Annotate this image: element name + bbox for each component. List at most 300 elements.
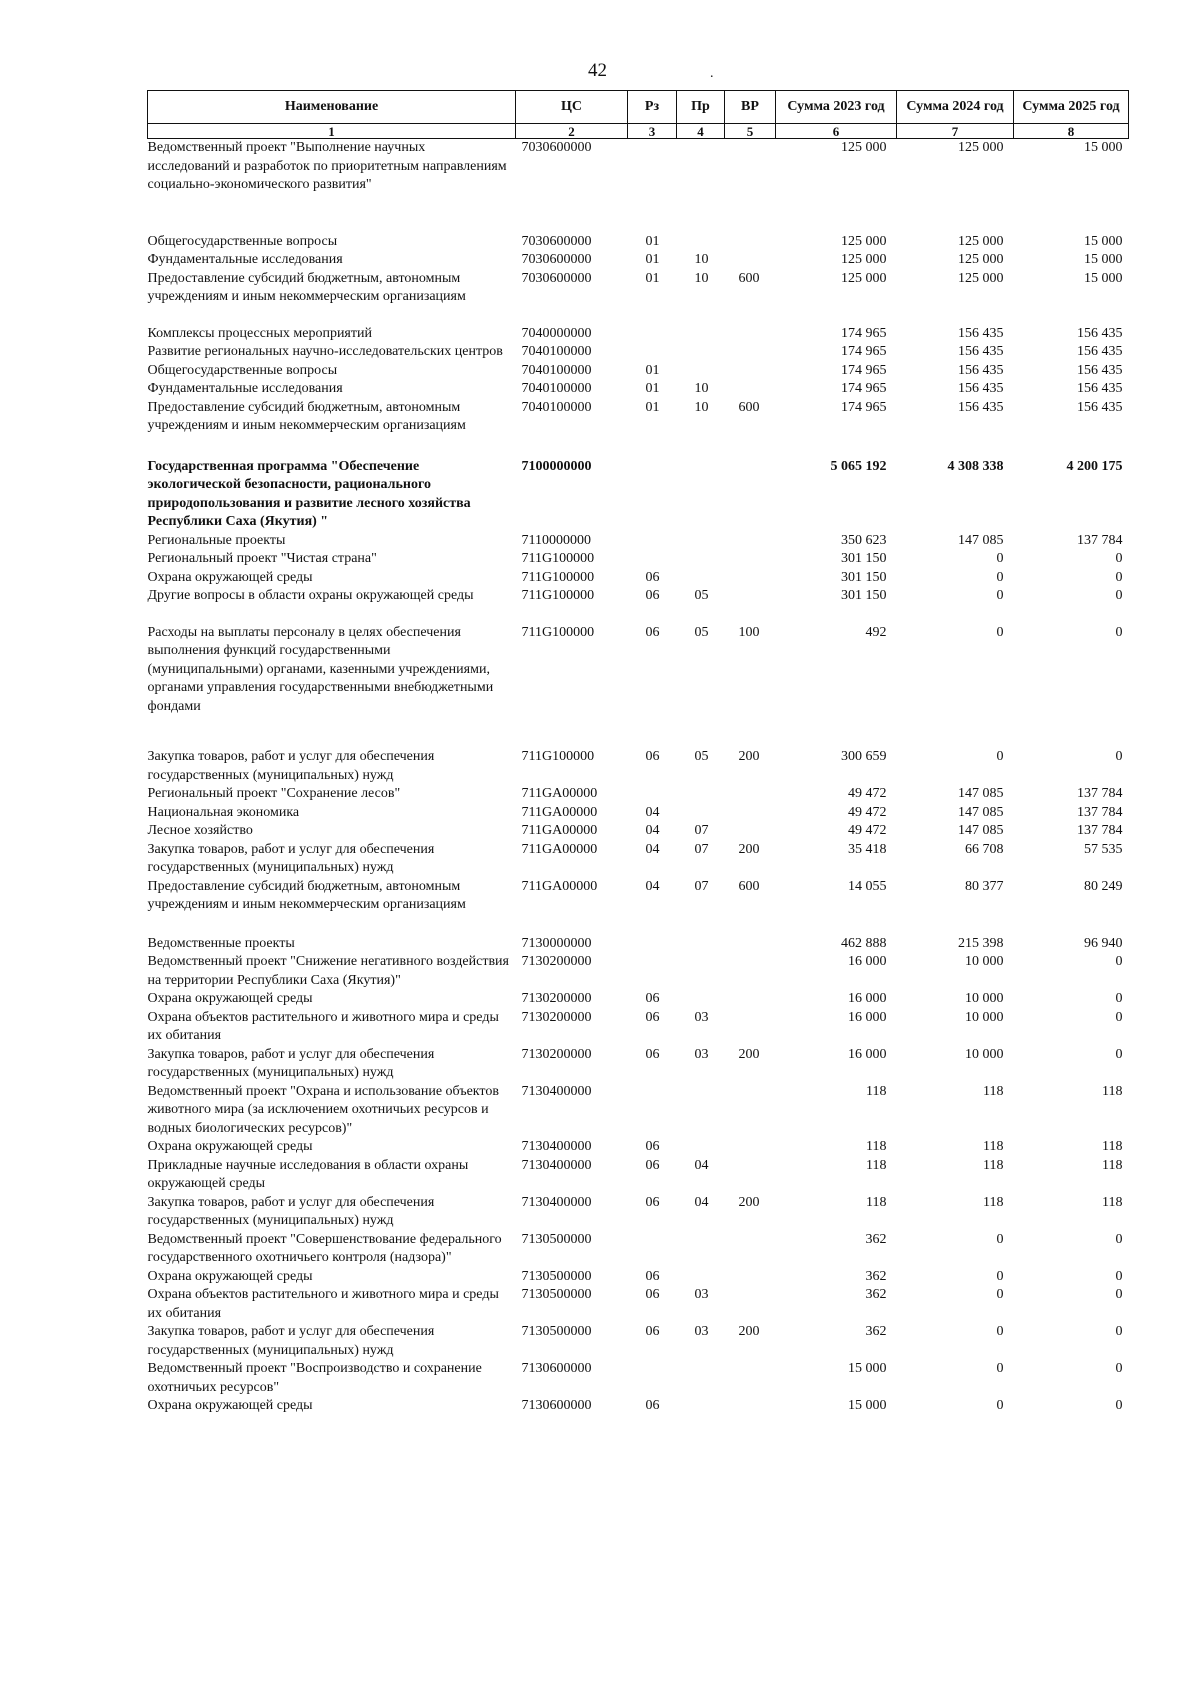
row-vr — [725, 785, 776, 804]
table-row — [148, 569, 1129, 588]
row-cs: 7130500000 — [521, 1268, 592, 1284]
row-sum-2025: 137 784 — [1077, 823, 1123, 838]
row-cs: 7030600000 — [521, 233, 592, 249]
row-cs: 7040100000 — [521, 344, 592, 359]
row-sum-2025: 80 249 — [1084, 878, 1123, 894]
row-cs: 7030600000 — [521, 252, 592, 267]
row-rz: 06 — [645, 1046, 660, 1062]
row-sum-2023: 16 000 — [848, 1009, 887, 1025]
row-sum-2025: 156 435 — [1077, 325, 1123, 341]
row-sum-2025: 0 — [1115, 1324, 1123, 1339]
row-rz — [628, 935, 677, 954]
row-sum-2025: 0 — [1115, 954, 1123, 969]
row-rz: 01 — [645, 252, 660, 267]
row-sum-2025: 15 000 — [1084, 233, 1123, 249]
table-row — [148, 822, 1129, 841]
row-cs: 7130500000 — [521, 1287, 592, 1302]
row-vr: 600 — [738, 270, 760, 286]
table-row — [148, 233, 1129, 252]
row-pr — [677, 1231, 725, 1268]
table-row — [148, 1360, 1129, 1397]
header-pr: Пр — [677, 91, 725, 124]
table-row — [148, 1397, 1129, 1416]
row-vr — [725, 380, 776, 399]
row-sum-2024: 0 — [996, 1268, 1004, 1284]
row-sum-2024: 0 — [996, 1287, 1004, 1302]
row-rz: 06 — [645, 1157, 660, 1173]
row-sum-2023: 462 888 — [841, 935, 887, 951]
header-num-1: 1 — [148, 124, 516, 139]
row-name: Охрана объектов растительного и животного мира и среды их обитания — [147, 1287, 499, 1321]
table-row — [148, 458, 1129, 532]
row-name: Национальная экономика — [147, 804, 300, 820]
row-sum-2023: 49 472 — [848, 786, 887, 801]
row-sum-2025: 118 — [1102, 1157, 1123, 1173]
row-name: Региональные проекты — [147, 532, 286, 548]
row-sum-2025: 156 435 — [1077, 362, 1123, 378]
row-pr — [677, 785, 725, 804]
row-sum-2025: 15 000 — [1084, 140, 1123, 155]
row-vr — [725, 1268, 776, 1287]
table-row — [148, 1323, 1129, 1360]
table-row — [148, 1268, 1129, 1287]
row-pr: 10 — [694, 381, 709, 396]
row-name: Лесное хозяйство — [147, 823, 253, 838]
row-pr — [677, 550, 725, 569]
row-sum-2024: 147 085 — [958, 823, 1004, 838]
row-sum-2024: 0 — [996, 624, 1004, 640]
row-name: Фундаментальные исследования — [147, 381, 343, 396]
row-cs: 7040000000 — [521, 325, 592, 341]
row-cs: 711G100000 — [521, 624, 595, 640]
row-cs: 7110000000 — [521, 532, 591, 548]
table-row — [148, 953, 1129, 990]
row-rz: 01 — [645, 399, 660, 415]
table-row — [148, 1009, 1129, 1046]
row-sum-2025: 96 940 — [1084, 935, 1123, 951]
row-pr — [677, 990, 725, 1009]
row-sum-2025: 118 — [1102, 1194, 1123, 1210]
row-sum-2023: 301 150 — [841, 569, 887, 585]
row-sum-2025: 0 — [1115, 569, 1123, 585]
row-cs: 7100000000 — [521, 458, 592, 474]
row-rz: 01 — [645, 362, 660, 378]
row-vr — [725, 343, 776, 362]
row-pr: 10 — [694, 399, 709, 415]
row-pr: 04 — [694, 1194, 709, 1210]
table-row — [148, 748, 1129, 785]
row-sum-2023: 118 — [866, 1083, 887, 1099]
row-sum-2023: 49 472 — [848, 804, 887, 820]
row-vr — [725, 458, 776, 532]
table-row — [148, 1046, 1129, 1083]
row-pr — [677, 935, 725, 954]
page-mark: . — [710, 66, 714, 81]
row-sum-2023: 174 965 — [841, 399, 887, 415]
row-name: Региональный проект "Сохранение лесов" — [147, 786, 401, 801]
row-sum-2025: 156 435 — [1077, 399, 1123, 415]
row-pr — [677, 953, 725, 990]
row-name: Общегосударственные вопросы — [147, 233, 338, 249]
row-cs: 7130000000 — [521, 935, 592, 951]
row-vr — [725, 587, 776, 624]
row-rz: 01 — [645, 381, 660, 396]
row-rz — [628, 458, 677, 532]
table-row — [148, 251, 1129, 270]
row-vr — [725, 1286, 776, 1323]
row-pr: 07 — [694, 878, 709, 894]
row-sum-2023: 174 965 — [841, 344, 887, 359]
table-row — [148, 935, 1129, 954]
header-cs: ЦС — [516, 91, 628, 124]
row-vr — [725, 804, 776, 823]
row-cs: 7130600000 — [521, 1361, 592, 1376]
table-header — [148, 91, 1129, 139]
header-vr: ВР — [725, 91, 776, 124]
row-sum-2023: 125 000 — [841, 270, 887, 286]
header-num-3: 3 — [628, 124, 677, 139]
header-num-6: 6 — [776, 124, 897, 139]
row-vr — [725, 1157, 776, 1194]
row-vr: 200 — [738, 1194, 760, 1210]
row-sum-2023: 125 000 — [841, 140, 887, 155]
row-sum-2024: 118 — [983, 1139, 1004, 1154]
row-vr — [725, 953, 776, 990]
row-pr: 10 — [694, 252, 709, 267]
row-vr — [725, 935, 776, 954]
row-name: Фундаментальные исследования — [147, 252, 343, 267]
row-pr — [677, 1138, 725, 1157]
row-sum-2023: 125 000 — [841, 233, 887, 249]
row-cs: 711G100000 — [521, 749, 595, 764]
row-rz — [628, 343, 677, 362]
row-rz: 06 — [645, 1287, 660, 1302]
row-sum-2024: 147 085 — [958, 532, 1004, 548]
row-name: Закупка товаров, работ и услуг для обеспечения государственных (муниципальных) нужд — [147, 749, 435, 783]
row-sum-2025: 0 — [1115, 1046, 1123, 1062]
row-vr — [725, 822, 776, 841]
row-vr — [725, 1083, 776, 1139]
row-sum-2025: 0 — [1115, 991, 1123, 1006]
table-row — [148, 1083, 1129, 1139]
row-name: Охрана объектов растительного и животного мира и среды их обитания — [147, 1009, 499, 1043]
row-cs: 711GA00000 — [521, 878, 598, 894]
row-sum-2024: 125 000 — [958, 270, 1004, 286]
table-row — [148, 343, 1129, 362]
row-pr — [677, 458, 725, 532]
row-cs: 711G100000 — [521, 588, 595, 603]
table-row — [148, 841, 1129, 878]
row-name: Предоставление субсидий бюджетным, автономным учреждениям и иным некоммерческим организациям — [147, 399, 466, 433]
row-rz: 01 — [645, 233, 660, 249]
row-sum-2023: 301 150 — [841, 588, 887, 603]
row-sum-2024: 10 000 — [965, 1046, 1004, 1062]
table-row — [148, 325, 1129, 344]
row-sum-2025: 137 784 — [1077, 804, 1123, 820]
row-sum-2024: 4 308 338 — [947, 458, 1004, 474]
row-rz: 06 — [645, 1009, 660, 1025]
row-vr — [725, 362, 776, 381]
table-row — [148, 380, 1129, 399]
row-name: Закупка товаров, работ и услуг для обеспечения государственных (муниципальных) нужд — [147, 1194, 435, 1228]
row-cs: 7130400000 — [521, 1157, 592, 1173]
row-name: Ведомственные проекты — [147, 935, 295, 951]
row-vr — [725, 233, 776, 252]
row-sum-2024: 10 000 — [965, 991, 1004, 1006]
table-row — [148, 270, 1129, 325]
row-cs: 7130200000 — [521, 954, 592, 969]
row-sum-2024: 10 000 — [965, 1009, 1004, 1025]
row-pr: 04 — [694, 1157, 709, 1173]
row-vr: 600 — [738, 399, 760, 415]
row-pr: 05 — [694, 624, 709, 640]
row-name: Охрана окружающей среды — [147, 1398, 313, 1413]
row-pr — [677, 804, 725, 823]
row-name: Ведомственный проект "Снижение негативного воздействия на территории Республики Саха (Якутия)" — [147, 954, 509, 988]
row-cs: 711GA00000 — [521, 804, 598, 820]
row-sum-2024: 125 000 — [958, 140, 1004, 155]
row-sum-2024: 0 — [996, 588, 1004, 603]
row-sum-2025: 0 — [1115, 749, 1123, 764]
row-sum-2023: 14 055 — [848, 878, 887, 894]
row-rz: 01 — [645, 270, 660, 286]
table-row — [148, 785, 1129, 804]
row-name: Региональный проект "Чистая страна" — [147, 551, 377, 566]
table-row — [148, 1231, 1129, 1268]
header-name: Наименование — [148, 91, 516, 124]
header-num-4: 4 — [677, 124, 725, 139]
row-cs: 7130200000 — [521, 991, 592, 1006]
row-cs: 7130400000 — [521, 1139, 592, 1154]
row-sum-2024: 0 — [996, 1231, 1004, 1247]
table-row — [148, 1157, 1129, 1194]
row-rz: 04 — [645, 841, 660, 857]
budget-table — [147, 90, 1129, 1416]
row-pr: 03 — [694, 1009, 709, 1025]
row-name: Ведомственный проект "Воспроизводство и сохранение охотничьих ресурсов" — [147, 1361, 482, 1395]
row-sum-2025: 156 435 — [1077, 344, 1123, 359]
table-row — [148, 532, 1129, 551]
row-vr: 200 — [738, 1046, 760, 1062]
table-row — [148, 1286, 1129, 1323]
table-row — [148, 362, 1129, 381]
row-sum-2024: 125 000 — [958, 233, 1004, 249]
row-name: Общегосударственные вопросы — [147, 362, 338, 378]
row-sum-2024: 118 — [983, 1157, 1004, 1173]
row-vr — [725, 990, 776, 1009]
row-sum-2023: 350 623 — [841, 532, 887, 548]
row-pr — [677, 343, 725, 362]
row-rz: 06 — [645, 1268, 660, 1284]
row-rz: 04 — [645, 823, 660, 838]
row-sum-2023: 15 000 — [848, 1398, 887, 1413]
row-cs: 7130200000 — [521, 1046, 592, 1062]
row-sum-2024: 0 — [996, 1361, 1004, 1376]
row-sum-2025: 0 — [1115, 1398, 1123, 1413]
row-sum-2024: 0 — [996, 1324, 1004, 1339]
row-name: Предоставление субсидий бюджетным, автономным учреждениям и иным некоммерческим организациям — [147, 270, 466, 304]
row-sum-2023: 35 418 — [848, 841, 887, 857]
row-sum-2025: 0 — [1115, 1268, 1123, 1284]
row-pr: 03 — [694, 1046, 709, 1062]
row-rz: 06 — [645, 1324, 660, 1339]
header-sum-2025: Сумма 2025 год — [1014, 91, 1129, 124]
table-row — [148, 804, 1129, 823]
row-vr — [725, 1231, 776, 1268]
row-sum-2023: 492 — [865, 624, 887, 640]
row-sum-2023: 49 472 — [848, 823, 887, 838]
row-vr — [725, 1360, 776, 1397]
row-name: Расходы на выплаты персоналу в целях обеспечения выполнения функций государственными (муниципальными) органами, казенными учреждениями, органами управления государственными внебюджетными фондами — [147, 624, 494, 714]
row-pr — [677, 325, 725, 344]
row-pr: 05 — [694, 749, 709, 764]
row-vr — [725, 325, 776, 344]
row-name: Ведомственный проект "Выполнение научных исследований и разработок по приоритетным направлениям социально-экономического развития" — [147, 140, 507, 192]
row-rz — [628, 1360, 677, 1397]
row-cs: 7030600000 — [521, 270, 592, 286]
row-vr — [725, 251, 776, 270]
row-pr — [677, 139, 725, 233]
table-row — [148, 550, 1129, 569]
row-rz — [628, 550, 677, 569]
row-sum-2024: 125 000 — [958, 252, 1004, 267]
row-sum-2024: 215 398 — [958, 935, 1004, 951]
row-vr — [725, 569, 776, 588]
table-row — [148, 990, 1129, 1009]
row-cs: 7040100000 — [521, 399, 592, 415]
row-rz — [628, 953, 677, 990]
row-rz: 06 — [645, 1398, 660, 1413]
row-sum-2023: 118 — [866, 1157, 887, 1173]
row-sum-2025: 118 — [1102, 1139, 1123, 1154]
row-name: Охрана окружающей среды — [147, 1139, 313, 1154]
row-name: Развитие региональных научно-исследовательских центров — [147, 344, 503, 359]
row-sum-2025: 118 — [1102, 1083, 1123, 1099]
row-sum-2024: 80 377 — [965, 878, 1004, 894]
row-rz: 06 — [645, 1139, 660, 1154]
row-pr: 03 — [694, 1324, 709, 1339]
row-cs: 711G100000 — [521, 569, 595, 585]
row-rz: 06 — [645, 991, 660, 1006]
row-sum-2024: 147 085 — [958, 804, 1004, 820]
row-rz: 06 — [645, 749, 660, 764]
row-sum-2024: 10 000 — [965, 954, 1004, 969]
row-name: Другие вопросы в области охраны окружающей среды — [147, 588, 474, 603]
row-pr — [677, 1268, 725, 1287]
row-sum-2023: 362 — [865, 1324, 887, 1339]
row-rz: 06 — [645, 624, 660, 640]
row-name: Закупка товаров, работ и услуг для обеспечения государственных (муниципальных) нужд — [147, 1046, 435, 1080]
row-sum-2025: 0 — [1115, 624, 1123, 640]
row-pr — [677, 1397, 725, 1416]
header-num-5: 5 — [725, 124, 776, 139]
page-number: 42 — [588, 60, 607, 81]
row-name: Ведомственный проект "Охрана и использование объектов животного мира (за исключением охотничьих ресурсов и водных биологических ресурсов)" — [147, 1083, 499, 1136]
row-sum-2025: 0 — [1115, 588, 1123, 603]
row-sum-2025: 137 784 — [1077, 532, 1123, 548]
table-row — [148, 587, 1129, 624]
row-sum-2024: 156 435 — [958, 362, 1004, 378]
row-vr: 200 — [738, 841, 760, 857]
row-vr — [725, 532, 776, 551]
row-sum-2023: 16 000 — [848, 954, 887, 969]
row-name: Государственная программа "Обеспечение экологической безопасности, рационального природопользования и развитие лесного хозяйства Республики Саха (Якутия) " — [147, 458, 471, 529]
row-sum-2023: 174 965 — [841, 325, 887, 341]
row-vr — [725, 1138, 776, 1157]
row-sum-2024: 156 435 — [958, 381, 1004, 396]
header-sum-2024: Сумма 2024 год — [897, 91, 1014, 124]
table-row — [148, 399, 1129, 458]
row-sum-2023: 5 065 192 — [830, 458, 887, 474]
row-name: Прикладные научные исследования в области охраны окружающей среды — [147, 1157, 469, 1191]
row-vr: 200 — [738, 749, 760, 764]
table-row — [148, 624, 1129, 749]
row-cs: 7030600000 — [521, 140, 592, 155]
row-sum-2025: 137 784 — [1077, 786, 1123, 801]
row-rz: 06 — [645, 569, 660, 585]
row-sum-2024: 0 — [996, 1398, 1004, 1413]
row-pr — [677, 233, 725, 252]
row-pr: 05 — [694, 588, 709, 603]
row-sum-2025: 0 — [1115, 1361, 1123, 1376]
row-cs: 7130600000 — [521, 1398, 592, 1413]
table-row — [148, 878, 1129, 935]
row-name: Охрана окружающей среды — [147, 991, 313, 1006]
row-cs: 7130200000 — [521, 1009, 592, 1025]
row-sum-2024: 118 — [983, 1194, 1004, 1210]
row-cs: 7130500000 — [521, 1324, 592, 1339]
row-rz: 04 — [645, 804, 660, 820]
row-sum-2023: 174 965 — [841, 381, 887, 396]
row-rz — [628, 1083, 677, 1139]
row-vr — [725, 139, 776, 233]
row-sum-2025: 0 — [1115, 1009, 1123, 1025]
header-sum-2023: Сумма 2023 год — [776, 91, 897, 124]
row-pr: 07 — [694, 841, 709, 857]
row-name: Закупка товаров, работ и услуг для обеспечения государственных (муниципальных) нужд — [147, 841, 435, 875]
row-sum-2025: 4 200 175 — [1066, 458, 1123, 474]
row-pr: 03 — [694, 1287, 709, 1302]
row-pr — [677, 532, 725, 551]
header-num-7: 7 — [897, 124, 1014, 139]
row-rz — [628, 532, 677, 551]
row-pr: 07 — [694, 823, 709, 838]
header-num-8: 8 — [1014, 124, 1129, 139]
row-cs: 7040100000 — [521, 362, 592, 378]
row-name: Охрана окружающей среды — [147, 569, 313, 585]
row-name: Охрана окружающей среды — [147, 1268, 313, 1284]
row-sum-2024: 0 — [996, 569, 1004, 585]
row-sum-2023: 362 — [865, 1287, 887, 1302]
row-sum-2025: 15 000 — [1084, 252, 1123, 267]
row-sum-2024: 118 — [983, 1083, 1004, 1099]
row-cs: 7130400000 — [521, 1083, 592, 1099]
row-rz — [628, 785, 677, 804]
row-sum-2023: 300 659 — [841, 749, 887, 764]
row-vr: 200 — [738, 1324, 760, 1339]
row-pr — [677, 362, 725, 381]
row-rz: 06 — [645, 588, 660, 603]
row-vr — [725, 550, 776, 569]
row-vr: 100 — [738, 624, 760, 640]
row-sum-2025: 0 — [1115, 1287, 1123, 1302]
row-cs: 711G100000 — [521, 551, 595, 566]
row-sum-2024: 156 435 — [958, 325, 1004, 341]
table-row — [148, 1194, 1129, 1231]
row-rz — [628, 1231, 677, 1268]
row-sum-2023: 125 000 — [841, 252, 887, 267]
row-sum-2023: 118 — [866, 1194, 887, 1210]
